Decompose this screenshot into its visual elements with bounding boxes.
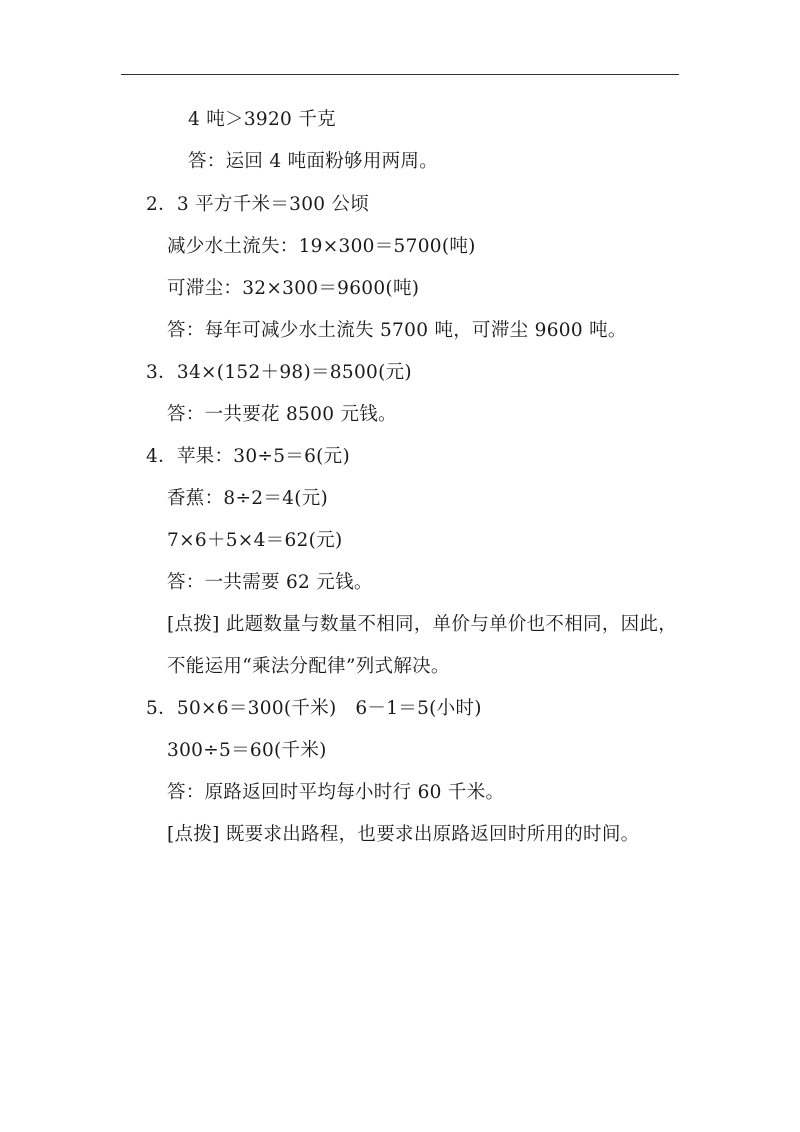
text-line-9: 4．苹果：30÷5＝6(元) xyxy=(146,446,350,467)
text-line-11: 7×6＋5×4＝62(元) xyxy=(167,530,343,551)
text-line-4: 减少水土流失：19×300＝5700(吨) xyxy=(167,236,476,257)
text-line-12: 答：一共需要 62 元钱。 xyxy=(167,572,373,593)
text-line-6: 答：每年可减少水土流失 5700 吨，可滞尘 9600 吨。 xyxy=(167,320,627,341)
tip-line-2: 不能运用“乘法分配律”列式解决。 xyxy=(167,656,450,677)
text-line-17: 答：原路返回时平均每小时行 60 千米。 xyxy=(167,782,505,803)
text-line-1: 4 吨＞3920 千克 xyxy=(188,109,336,130)
text-line-7: 3．34×(152＋98)＝8500(元) xyxy=(146,362,412,383)
text-line-3: 2．3 平方千米＝300 公顷 xyxy=(146,194,370,215)
text-line-5: 可滞尘：32×300＝9600(吨) xyxy=(167,278,420,299)
tip-line-3: [点拨] 既要求出路程，也要求出原路返回时所用的时间。 xyxy=(167,824,640,845)
tip-line-1: [点拨] 此题数量与数量不相同，单价与单价也不相同，因此， xyxy=(167,614,678,635)
header-rule xyxy=(121,74,679,75)
text-line-8: 答：一共要花 8500 元钱。 xyxy=(167,404,397,425)
text-line-15: 5．50×6＝300(千米) 6－1＝5(小时) xyxy=(146,698,482,719)
text-line-2: 答：运回 4 吨面粉够用两周。 xyxy=(188,151,439,172)
text-line-10: 香蕉：8÷2＝4(元) xyxy=(167,488,329,509)
text-line-16: 300÷5＝60(千米) xyxy=(167,740,327,761)
